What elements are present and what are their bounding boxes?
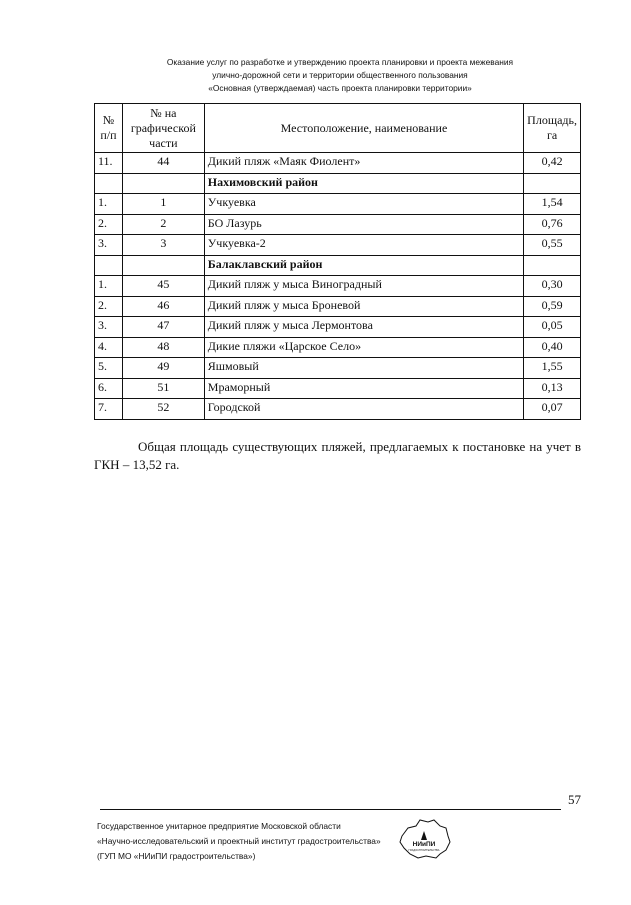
cell-location: Дикие пляжи «Царское Село» [204,337,523,358]
district-row [95,173,581,194]
cell-location: Яшмовый [204,358,523,379]
cell-area: 0,05 [524,317,581,338]
cell-graphic-number: 45 [122,276,204,297]
table-row [95,337,581,358]
cell-graphic-number: 48 [122,337,204,358]
cell-number: 3. [95,235,123,256]
table-row [95,317,581,338]
cell-area: 0,07 [524,399,581,420]
cell-location: Дикий пляж «Маяк Фиолент» [204,153,523,174]
cell-graphic-number: 47 [122,317,204,338]
cell-number: 1. [95,194,123,215]
cell-graphic-number: 52 [122,399,204,420]
table-row [95,378,581,399]
table-header-row [95,104,581,153]
cell-number: 7. [95,399,123,420]
document-footer [97,819,381,864]
table-row [95,296,581,317]
cell-number: 6. [95,378,123,399]
cell-location: Дикий пляж у мыса Виноградный [204,276,523,297]
cell-area: 0,59 [524,296,581,317]
triangle-icon [421,831,427,840]
cell-number: 1. [95,276,123,297]
district-name: Нахимовский район [204,173,523,194]
page-number: 57 [568,792,581,807]
cell-number [95,255,123,276]
cell-graphic-number: 46 [122,296,204,317]
cell-graphic-number: 2 [122,214,204,235]
cell-area: 0,55 [524,235,581,256]
cell-location: Учкуевка [204,194,523,215]
logo-subtext: ГРАДОСТРОИТЕЛЬСТВА [408,849,440,852]
beaches-table [94,103,581,420]
header-line-3: «Основная (утверждаемая) часть проекта планировки территории» [208,83,472,93]
cell-graphic-number: 49 [122,358,204,379]
cell-area: 0,40 [524,337,581,358]
cell-number: 4. [95,337,123,358]
cell-location: Городской [204,399,523,420]
cell-number: 3. [95,317,123,338]
table-row [95,358,581,379]
table-body [95,153,581,420]
cell-number: 11. [95,153,123,174]
cell-number: 2. [95,296,123,317]
logo-text: НИиПИ [412,841,436,848]
cell-graphic-number: 51 [122,378,204,399]
cell-area [524,255,581,276]
cell-graphic-number [122,173,204,194]
cell-area: 0,76 [524,214,581,235]
footer-line-2: «Научно-исследовательский и проектный институт градостроительства» [97,836,381,846]
cell-area: 1,55 [524,358,581,379]
col-header-location: Местоположение, наименование [204,104,523,153]
table-row [95,235,581,256]
district-row [95,255,581,276]
institute-logo [396,818,452,860]
cell-area: 0,42 [524,153,581,174]
table-row [95,399,581,420]
col-header-number: № п/п [95,104,123,153]
cell-number [95,173,123,194]
col-header-area: Площадь, га [524,104,581,153]
footer-line-1: Государственное унитарное предприятие Московской области [97,821,341,831]
document-header [70,56,610,95]
header-line-2: улично-дорожной сети и территории общественного пользования [212,70,468,80]
cell-area [524,173,581,194]
header-line-1: Оказание услуг по разработке и утверждению проекта планировки и проекта межевания [166,57,514,67]
table-row [95,214,581,235]
footer-divider [100,809,561,810]
cell-graphic-number: 3 [122,235,204,256]
cell-location: БО Лазурь [204,214,523,235]
table-row [95,153,581,174]
cell-location: Мраморный [204,378,523,399]
total-area-note: Общая площадь существующих пляжей, предлагаемых к постановке на учет в ГКН – 13,52 га. [94,439,581,472]
cell-number: 5. [95,358,123,379]
cell-number: 2. [95,214,123,235]
cell-area: 0,30 [524,276,581,297]
footer-line-3: (ГУП МО «НИиПИ градостроительства») [97,851,256,861]
cell-location: Дикий пляж у мыса Броневой [204,296,523,317]
cell-graphic-number: 1 [122,194,204,215]
cell-location: Учкуевка-2 [204,235,523,256]
table-row [95,194,581,215]
table-row [95,276,581,297]
district-name: Балаклавский район [204,255,523,276]
cell-graphic-number [122,255,204,276]
cell-location: Дикий пляж у мыса Лермонтова [204,317,523,338]
cell-graphic-number: 44 [122,153,204,174]
cell-area: 0,13 [524,378,581,399]
cell-area: 1,54 [524,194,581,215]
col-header-graphic-number: № на графической части [122,104,204,153]
